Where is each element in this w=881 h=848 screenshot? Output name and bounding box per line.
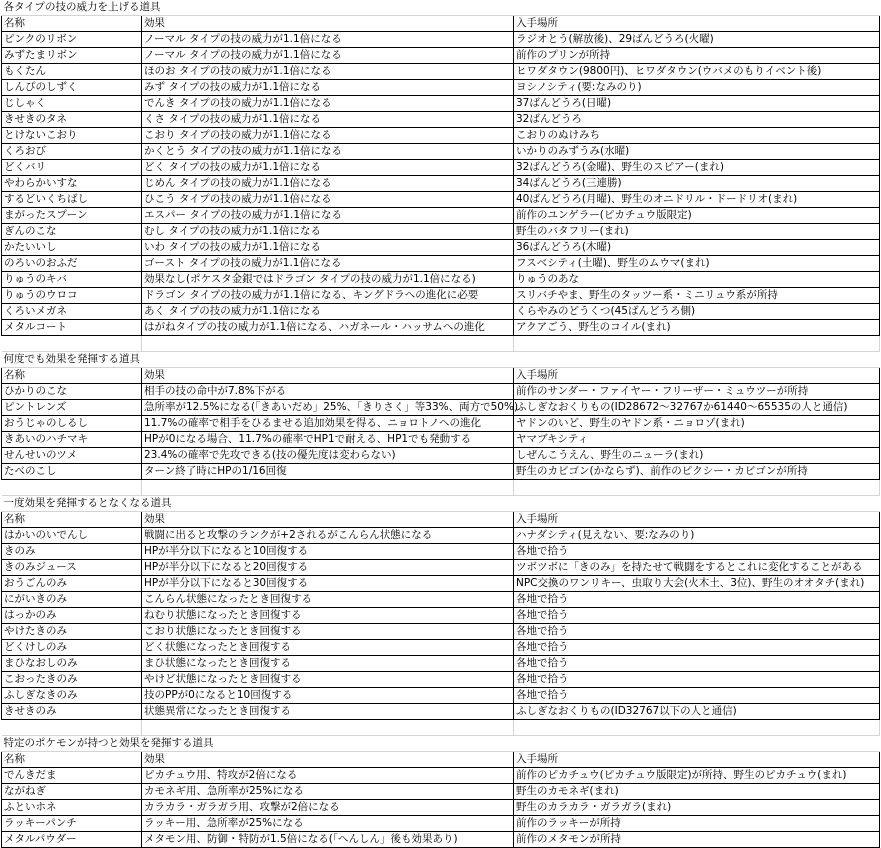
table-row bbox=[2, 544, 880, 560]
table-row bbox=[2, 64, 880, 80]
location-cell[interactable]: ふしぎなおくりもの(ID32767以下の人と通信) bbox=[514, 704, 880, 720]
empty-cell[interactable] bbox=[142, 480, 514, 496]
item-name-cell[interactable]: するどいくちばし bbox=[2, 192, 142, 208]
table-row bbox=[2, 576, 880, 592]
item-name-cell[interactable]: ピントレンズ bbox=[2, 400, 142, 416]
location-cell[interactable]: 野生のカビゴン(かならず)、前作のピクシー・カビゴンが所持 bbox=[514, 464, 880, 480]
empty-cell[interactable] bbox=[2, 720, 142, 736]
item-name-cell[interactable]: にがいきのみ bbox=[2, 592, 142, 608]
table-row bbox=[2, 816, 880, 832]
header-effect[interactable]: 効果 bbox=[142, 512, 514, 528]
header-effect[interactable]: 効果 bbox=[142, 752, 514, 768]
item-name-cell[interactable]: はかいのいでんし bbox=[2, 528, 142, 544]
section-title-row bbox=[2, 0, 880, 16]
item-name-cell[interactable]: まがったスプーン bbox=[2, 208, 142, 224]
table-row bbox=[2, 224, 880, 240]
effect-cell[interactable]: HPが半分以下になると10回復する bbox=[142, 544, 514, 560]
effect-cell[interactable]: 相手の技の命中が7.8%下がる bbox=[142, 384, 514, 400]
location-cell[interactable]: スリバチやま、野生のタッツー系・ミニリュウ系が所持 bbox=[514, 288, 880, 304]
effect-cell[interactable]: むし タイプの技の威力が1.1倍になる bbox=[142, 224, 514, 240]
location-cell[interactable]: 各地で拾う bbox=[514, 640, 880, 656]
table-row bbox=[2, 192, 880, 208]
item-name-cell[interactable]: きあいのハチマキ bbox=[2, 432, 142, 448]
effect-cell[interactable]: 技のPPが0になると10回復する bbox=[142, 688, 514, 704]
location-cell[interactable]: 野生のカラカラ・ガラガラ(まれ) bbox=[514, 800, 880, 816]
location-cell[interactable]: 野生のバタフリー(まれ) bbox=[514, 224, 880, 240]
empty-cell[interactable] bbox=[514, 736, 880, 752]
table-row bbox=[2, 608, 880, 624]
empty-cell[interactable] bbox=[514, 720, 880, 736]
effect-cell[interactable]: ノーマル タイプの技の威力が1.1倍になる bbox=[142, 48, 514, 64]
location-cell[interactable]: 野生のカモネギ(まれ) bbox=[514, 784, 880, 800]
table-row bbox=[2, 32, 880, 48]
location-cell[interactable]: ヤマブキシティ bbox=[514, 432, 880, 448]
effect-cell[interactable]: こおり タイプの技の威力が1.1倍になる bbox=[142, 128, 514, 144]
table-row bbox=[2, 400, 880, 416]
empty-cell[interactable] bbox=[2, 480, 142, 496]
effect-cell[interactable]: メタモン用、防御・特防が1.5倍になる(「へんしん」後も効果あり) bbox=[142, 832, 514, 848]
table-row bbox=[2, 832, 880, 848]
item-name-cell[interactable]: くろいメガネ bbox=[2, 304, 142, 320]
effect-cell[interactable]: ひこう タイプの技の威力が1.1倍になる bbox=[142, 192, 514, 208]
header-location[interactable]: 入手場所 bbox=[514, 512, 880, 528]
effect-cell[interactable]: くさ タイプの技の威力が1.1倍になる bbox=[142, 112, 514, 128]
location-cell[interactable]: 前作のメタモンが所持 bbox=[514, 832, 880, 848]
table-row bbox=[2, 320, 880, 336]
effect-cell[interactable]: こんらん状態になったとき回復する bbox=[142, 592, 514, 608]
item-name-cell[interactable]: でんきだま bbox=[2, 768, 142, 784]
item-name-cell[interactable]: おうごんのみ bbox=[2, 576, 142, 592]
section-title-row bbox=[2, 352, 880, 368]
effect-cell[interactable]: カラカラ・ガラガラ用、攻撃が2倍になる bbox=[142, 800, 514, 816]
item-name-cell[interactable]: きのみジュース bbox=[2, 560, 142, 576]
location-cell[interactable]: 各地で拾う bbox=[514, 624, 880, 640]
table-row bbox=[2, 48, 880, 64]
item-name-cell[interactable]: ひかりのこな bbox=[2, 384, 142, 400]
effect-cell[interactable]: 戦闘に出ると攻撃のランクが+2されるがこんらん状態になる bbox=[142, 528, 514, 544]
header-row bbox=[2, 368, 880, 384]
empty-cell[interactable] bbox=[514, 480, 880, 496]
location-cell[interactable]: しぜんこうえん、野生のニューラ(まれ) bbox=[514, 448, 880, 464]
location-cell[interactable]: 前作のプリンが所持 bbox=[514, 48, 880, 64]
effect-cell[interactable]: まひ状態になったとき回復する bbox=[142, 656, 514, 672]
location-cell[interactable]: ハナダシティ(見えない、要:なみのり) bbox=[514, 528, 880, 544]
effect-cell[interactable]: ねむり状態になったとき回復する bbox=[142, 608, 514, 624]
blank-row bbox=[2, 720, 880, 736]
item-name-cell[interactable]: きのみ bbox=[2, 544, 142, 560]
item-name-cell[interactable]: やわらかいすな bbox=[2, 176, 142, 192]
table-row bbox=[2, 448, 880, 464]
table-body bbox=[2, 0, 880, 848]
empty-cell[interactable] bbox=[514, 496, 880, 512]
table-row bbox=[2, 528, 880, 544]
location-cell[interactable]: 各地で拾う bbox=[514, 592, 880, 608]
table-row bbox=[2, 256, 880, 272]
location-cell[interactable]: 34ばんどうろ(三連勝) bbox=[514, 176, 880, 192]
location-cell[interactable]: 36ばんどうろ(木曜) bbox=[514, 240, 880, 256]
empty-cell[interactable] bbox=[514, 336, 880, 352]
header-location[interactable]: 入手場所 bbox=[514, 368, 880, 384]
section-title-row bbox=[2, 496, 880, 512]
table-row bbox=[2, 640, 880, 656]
table-row bbox=[2, 304, 880, 320]
item-name-cell[interactable]: メタルパウダー bbox=[2, 832, 142, 848]
location-cell[interactable]: ラジオとう(解放後)、29ばんどうろ(火曜) bbox=[514, 32, 880, 48]
table-row bbox=[2, 80, 880, 96]
item-name-cell[interactable]: こおったきのみ bbox=[2, 672, 142, 688]
table-row bbox=[2, 384, 880, 400]
location-cell[interactable]: フスベシティ(土曜)、野生のムウマ(まれ) bbox=[514, 256, 880, 272]
location-cell[interactable]: アクアごう、野生のコイル(まれ) bbox=[514, 320, 880, 336]
item-table bbox=[1, 0, 880, 848]
table-row bbox=[2, 688, 880, 704]
item-name-cell[interactable]: ラッキーパンチ bbox=[2, 816, 142, 832]
item-name-cell[interactable]: しんぴのしずく bbox=[2, 80, 142, 96]
effect-cell[interactable]: エスパー タイプの技の威力が1.1倍になる bbox=[142, 208, 514, 224]
effect-cell[interactable]: HPが半分以下になると20回復する bbox=[142, 560, 514, 576]
location-cell[interactable]: 32ばんどうろ bbox=[514, 112, 880, 128]
item-name-cell[interactable]: じしゃく bbox=[2, 96, 142, 112]
table-row bbox=[2, 464, 880, 480]
item-name-cell[interactable]: もくたん bbox=[2, 64, 142, 80]
header-name[interactable]: 名称 bbox=[2, 16, 142, 32]
effect-cell[interactable]: はがねタイプの技の威力が1.1倍になる、ハガネール・ハッサムへの進化 bbox=[142, 320, 514, 336]
header-name[interactable]: 名称 bbox=[2, 512, 142, 528]
location-cell[interactable]: ヒワダタウン(9800円)、ヒワダタウン(ウバメのもりイベント後) bbox=[514, 64, 880, 80]
location-cell[interactable]: ふしぎなおくりもの(ID28672〜32767か61440〜65535の人と通信) bbox=[514, 400, 880, 416]
location-cell[interactable]: くらやみのどうくつ(45ばんどうろ側) bbox=[514, 304, 880, 320]
header-name[interactable]: 名称 bbox=[2, 368, 142, 384]
empty-cell[interactable] bbox=[142, 352, 514, 368]
effect-cell[interactable]: みず タイプの技の威力が1.1倍になる bbox=[142, 80, 514, 96]
empty-cell[interactable] bbox=[142, 336, 514, 352]
effect-cell[interactable]: 11.7%の確率で相手をひるませる追加効果を得る、ニョロトノへの進化 bbox=[142, 416, 514, 432]
table-row bbox=[2, 416, 880, 432]
table-row bbox=[2, 672, 880, 688]
location-cell[interactable]: 前作のサンダー・ファイヤー・フリーザー・ミュウツーが所持 bbox=[514, 384, 880, 400]
table-row bbox=[2, 704, 880, 720]
header-location[interactable]: 入手場所 bbox=[514, 16, 880, 32]
location-cell[interactable]: 各地で拾う bbox=[514, 656, 880, 672]
location-cell[interactable]: 40ばんどうろ(月曜)、野生のオニドリル・ドードリオ(まれ) bbox=[514, 192, 880, 208]
item-name-cell[interactable]: ピンクのリボン bbox=[2, 32, 142, 48]
table-row bbox=[2, 800, 880, 816]
empty-cell[interactable] bbox=[142, 720, 514, 736]
empty-cell[interactable] bbox=[142, 0, 514, 16]
table-row bbox=[2, 208, 880, 224]
table-row bbox=[2, 560, 880, 576]
item-name-cell[interactable]: どくバリ bbox=[2, 160, 142, 176]
table-row bbox=[2, 784, 880, 800]
item-name-cell[interactable]: のろいのおふだ bbox=[2, 256, 142, 272]
item-name-cell[interactable]: くろおび bbox=[2, 144, 142, 160]
effect-cell[interactable]: カモネギ用、急所率が25%になる bbox=[142, 784, 514, 800]
item-name-cell[interactable]: きせきのみ bbox=[2, 704, 142, 720]
location-cell[interactable]: 各地で拾う bbox=[514, 608, 880, 624]
empty-cell[interactable] bbox=[514, 0, 880, 16]
item-name-cell[interactable]: かたいいし bbox=[2, 240, 142, 256]
item-name-cell[interactable]: まひなおしのみ bbox=[2, 656, 142, 672]
effect-cell[interactable]: どく タイプの技の威力が1.1倍になる bbox=[142, 160, 514, 176]
item-name-cell[interactable]: はっかのみ bbox=[2, 608, 142, 624]
item-name-cell[interactable]: りゅうのキバ bbox=[2, 272, 142, 288]
location-cell[interactable]: こおりのぬけみち bbox=[514, 128, 880, 144]
location-cell[interactable]: 各地で拾う bbox=[514, 672, 880, 688]
table-row bbox=[2, 240, 880, 256]
effect-cell[interactable]: ターン終了時にHPの1/16回復 bbox=[142, 464, 514, 480]
effect-cell[interactable]: 急所率が12.5%になる(「きあいだめ」25%、「きりさく」等33%、両方で50%) bbox=[142, 400, 514, 416]
table-row bbox=[2, 144, 880, 160]
location-cell[interactable]: いかりのみずうみ(水曜) bbox=[514, 144, 880, 160]
location-cell[interactable]: 各地で拾う bbox=[514, 688, 880, 704]
item-name-cell[interactable]: ふといホネ bbox=[2, 800, 142, 816]
table-row bbox=[2, 624, 880, 640]
effect-cell[interactable]: 効果なし(ポケスタ金銀ではドラゴン タイプの技の威力が1.1倍になる) bbox=[142, 272, 514, 288]
location-cell[interactable]: ツボツボに「きのみ」を持たせて戦闘をするとこれに変化することがある bbox=[514, 560, 880, 576]
item-name-cell[interactable]: たべのこし bbox=[2, 464, 142, 480]
location-cell[interactable]: 前作のピカチュウ(ピカチュウ版限定)が所持、野生のピカチュウ(まれ) bbox=[514, 768, 880, 784]
table-row bbox=[2, 112, 880, 128]
item-name-cell[interactable]: りゅうのウロコ bbox=[2, 288, 142, 304]
table-row bbox=[2, 176, 880, 192]
header-row bbox=[2, 752, 880, 768]
table-row bbox=[2, 272, 880, 288]
item-name-cell[interactable]: みずたまリボン bbox=[2, 48, 142, 64]
empty-cell[interactable] bbox=[514, 352, 880, 368]
item-name-cell[interactable]: やけたきのみ bbox=[2, 624, 142, 640]
blank-row bbox=[2, 480, 880, 496]
table-row bbox=[2, 128, 880, 144]
table-row bbox=[2, 432, 880, 448]
section-title-row bbox=[2, 736, 880, 752]
effect-cell[interactable]: ゴースト タイプの技の威力が1.1倍になる bbox=[142, 256, 514, 272]
item-name-cell[interactable]: せんせいのツメ bbox=[2, 448, 142, 464]
table-row bbox=[2, 160, 880, 176]
item-name-cell[interactable]: おうじゃのしるし bbox=[2, 416, 142, 432]
section-title[interactable]: 各タイプの技の威力を上げる道具 bbox=[2, 0, 142, 16]
effect-cell[interactable]: やけど状態になったとき回復する bbox=[142, 672, 514, 688]
effect-cell[interactable]: ドラゴン タイプの技の威力が1.1倍になる、キングドラへの進化に必要 bbox=[142, 288, 514, 304]
table-row bbox=[2, 288, 880, 304]
section-title[interactable]: 特定のポケモンが持つと効果を発揮する道具 bbox=[2, 736, 142, 752]
effect-cell[interactable]: ノーマル タイプの技の威力が1.1倍になる bbox=[142, 32, 514, 48]
header-effect[interactable]: 効果 bbox=[142, 16, 514, 32]
table-row bbox=[2, 592, 880, 608]
item-name-cell[interactable]: きせきのタネ bbox=[2, 112, 142, 128]
effect-cell[interactable]: いわ タイプの技の威力が1.1倍になる bbox=[142, 240, 514, 256]
item-name-cell[interactable]: ふしぎなきのみ bbox=[2, 688, 142, 704]
location-cell[interactable]: 各地で拾う bbox=[514, 544, 880, 560]
blank-row bbox=[2, 336, 880, 352]
section-title[interactable]: 一度効果を発揮するとなくなる道具 bbox=[2, 496, 142, 512]
effect-cell[interactable]: HPが半分以下になると30回復する bbox=[142, 576, 514, 592]
location-cell[interactable]: NPC交換のワンリキー、虫取り大会(火木土、3位)、野生のオオタチ(まれ) bbox=[514, 576, 880, 592]
empty-cell[interactable] bbox=[2, 336, 142, 352]
effect-cell[interactable]: どく状態になったとき回復する bbox=[142, 640, 514, 656]
header-row bbox=[2, 16, 880, 32]
effect-cell[interactable]: ほのお タイプの技の威力が1.1倍になる bbox=[142, 64, 514, 80]
location-cell[interactable]: ヤドンのいど、野生のヤドン系・ニョロゾ(まれ) bbox=[514, 416, 880, 432]
table-row bbox=[2, 96, 880, 112]
effect-cell[interactable]: じめん タイプの技の威力が1.1倍になる bbox=[142, 176, 514, 192]
header-location[interactable]: 入手場所 bbox=[514, 752, 880, 768]
table-row bbox=[2, 768, 880, 784]
empty-cell[interactable] bbox=[142, 496, 514, 512]
effect-cell[interactable]: ピカチュウ用、特攻が2倍になる bbox=[142, 768, 514, 784]
effect-cell[interactable]: ラッキー用、急所率が25%になる bbox=[142, 816, 514, 832]
location-cell[interactable]: 前作のラッキーが所持 bbox=[514, 816, 880, 832]
location-cell[interactable]: 前作のユンゲラー(ピカチュウ版限定) bbox=[514, 208, 880, 224]
table-row bbox=[2, 656, 880, 672]
item-name-cell[interactable]: どくけしのみ bbox=[2, 640, 142, 656]
location-cell[interactable]: ヨシノシティ(要:なみのり) bbox=[514, 80, 880, 96]
effect-cell[interactable]: HPが0になる場合、11.7%の確率でHP1で耐える、HP1でも発動する bbox=[142, 432, 514, 448]
location-cell[interactable]: 37ばんどうろ(日曜) bbox=[514, 96, 880, 112]
header-row bbox=[2, 512, 880, 528]
header-name[interactable]: 名称 bbox=[2, 752, 142, 768]
location-cell[interactable]: りゅうのあな bbox=[514, 272, 880, 288]
item-name-cell[interactable]: ぎんのこな bbox=[2, 224, 142, 240]
effect-cell[interactable]: かくとう タイプの技の威力が1.1倍になる bbox=[142, 144, 514, 160]
header-effect[interactable]: 効果 bbox=[142, 368, 514, 384]
effect-cell[interactable]: こおり状態になったとき回復する bbox=[142, 624, 514, 640]
item-name-cell[interactable]: メタルコート bbox=[2, 320, 142, 336]
item-name-cell[interactable]: ながねぎ bbox=[2, 784, 142, 800]
item-name-cell[interactable]: とけないこおり bbox=[2, 128, 142, 144]
section-title[interactable]: 何度でも効果を発揮する道具 bbox=[2, 352, 142, 368]
effect-cell[interactable]: 23.4%の確率で先攻できる(技の優先度は変わらない) bbox=[142, 448, 514, 464]
effect-cell[interactable]: あく タイプの技の威力が1.1倍になる bbox=[142, 304, 514, 320]
effect-cell[interactable]: でんき タイプの技の威力が1.1倍になる bbox=[142, 96, 514, 112]
effect-cell[interactable]: 状態異常になったとき回復する bbox=[142, 704, 514, 720]
location-cell[interactable]: 32ばんどうろ(金曜)、野生のスピアー(まれ) bbox=[514, 160, 880, 176]
